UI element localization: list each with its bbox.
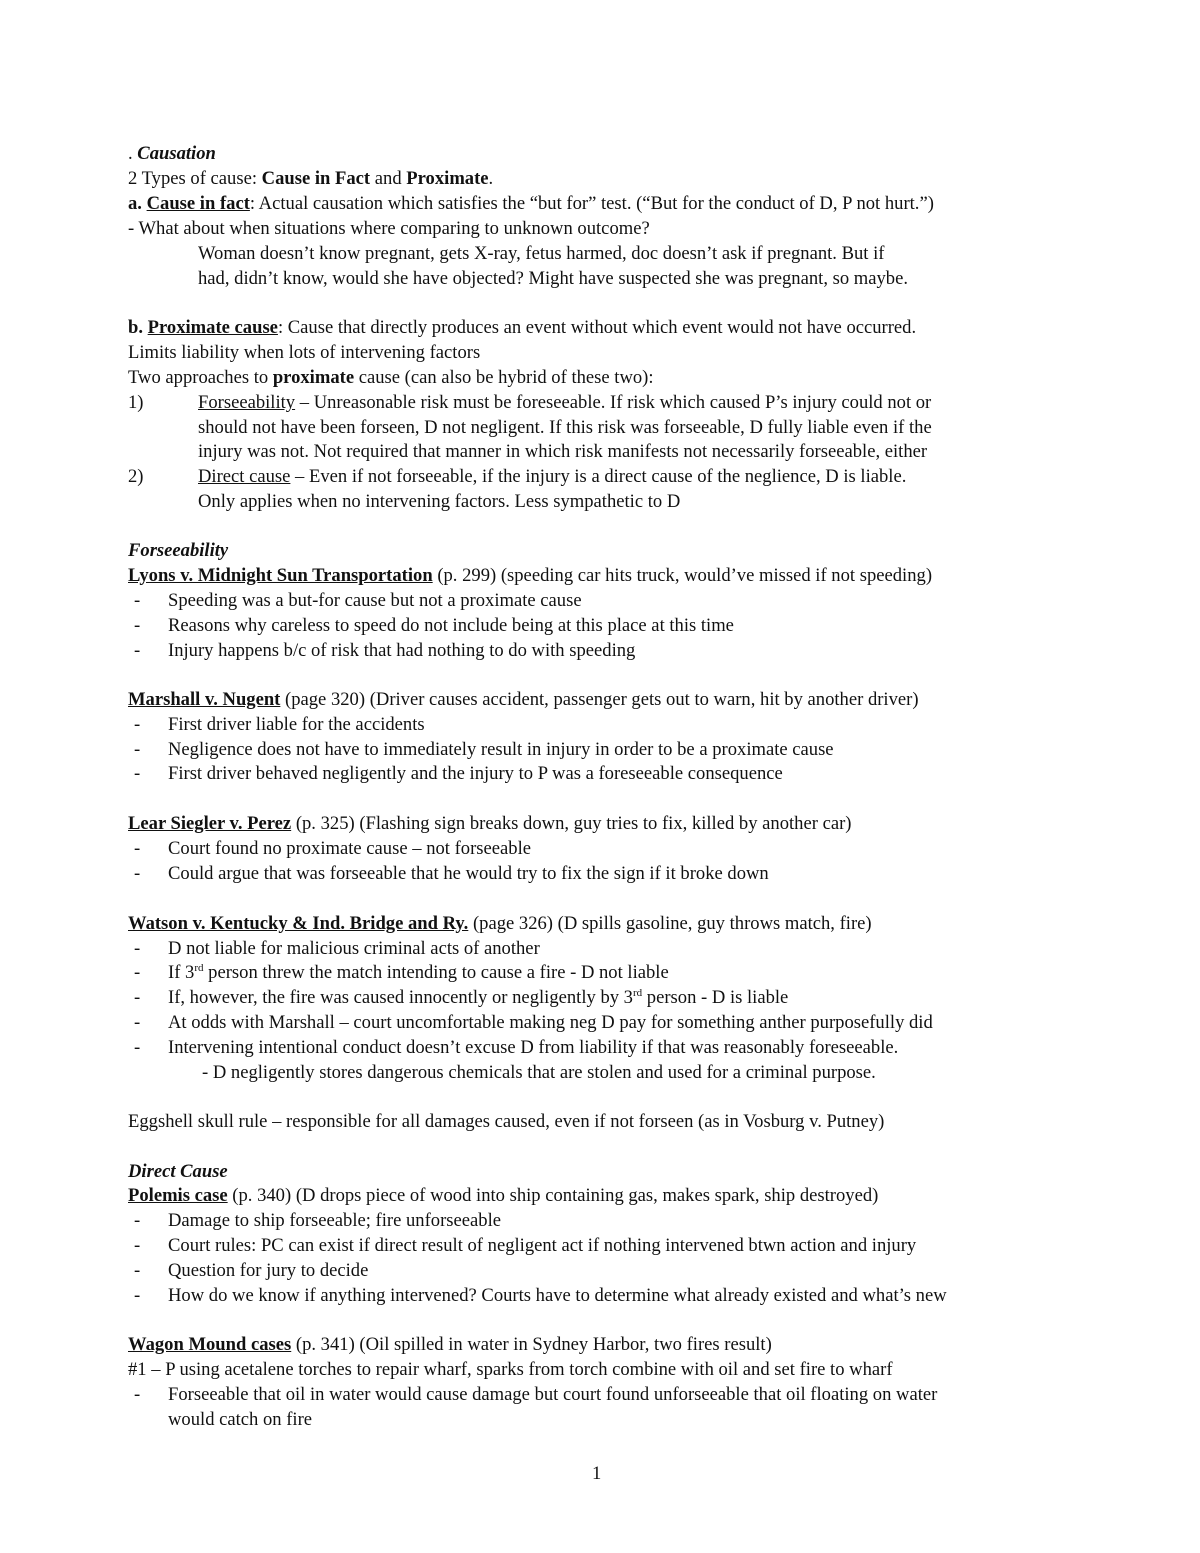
polemis-case-rest: (p. 340) (D drops piece of wood into ship containing gas, makes spark, ship destroyed) [227,1185,879,1206]
watson-sub-bullet: - D negligently stores dangerous chemicals that are stolen and used for a criminal purpose. [202,1062,876,1083]
watson-b2-pre: If 3 [168,962,195,983]
bullet-dash: - [134,590,141,611]
bullet-dash: - [134,763,141,784]
bullet-dash: - [134,1384,141,1405]
bullet-dash: - [134,1260,141,1281]
wagon-bullet-1a: Forseeable that oil in water would cause damage but court found unforseeable that oil floating on water [168,1384,938,1405]
cif-def: : Actual causation which satisfies the “but for” test. (“But for the conduct of D, P not hurt.”) [249,193,934,214]
pc-approaches-pre: Two approaches to [128,367,273,388]
lear-case-rest: (p. 325) (Flashing sign breaks down, guy tries to fix, killed by another car) [291,813,852,834]
watson-bullet-1: D not liable for malicious criminal acts of another [168,938,540,959]
bullet-dash: - [134,838,141,859]
watson-case-line [128,912,872,936]
bullet-dash: - [134,1012,141,1033]
pc-approaches-post: cause (can also be hybrid of these two): [354,367,654,388]
watson-case-rest: (page 326) (D spills gasoline, guy throws match, fire) [468,913,872,934]
wagon-case-name: Wagon Mound cases [128,1334,292,1355]
approach-1-term: Forseeability [198,392,296,413]
proximate-line [128,316,916,340]
pc-label: b. [128,317,148,338]
bullet-dash: - [134,714,141,735]
bullet-dash: - [134,640,141,661]
bullet-dash: - [134,863,141,884]
bullet-dash: - [134,1235,141,1256]
types-pre: 2 Types of cause: [128,168,262,189]
cif-example-1: Woman doesn’t know pregnant, gets X-ray, fetus harmed, doc doesn’t ask if pregnant. But if [198,243,885,264]
polemis-case-name: Polemis case [128,1185,228,1206]
lyons-bullet-3: Injury happens b/c of risk that had nothing to do with speeding [168,640,636,661]
watson-bullet-5: Intervening intentional conduct doesn’t excuse D from liability if that was reasonably foreseeable. [168,1037,899,1058]
approach-1-line-3: injury was not. Not required that manner in which risk manifests not necessarily forseeable, either [198,441,928,462]
approach-1-line-2: should not have been forseen, D not negligent. If this risk was forseeable, D fully liable even if the [198,417,932,438]
lear-bullet-1: Court found no proximate cause – not forseeable [168,838,531,859]
bullet-dash: - [134,615,141,636]
polemis-bullet-2: Court rules: PC can exist if direct result of negligent act if nothing intervened btwn action and injury [168,1235,917,1256]
cif-example-2: had, didn’t know, would she have objected? Might have suspected she was pregnant, so maybe. [198,268,909,289]
polemis-bullet-1: Damage to ship forseeable; fire unforseeable [168,1210,501,1231]
lear-case-line [128,812,851,836]
approach-1-number: 1) [128,392,144,413]
approach-2-number: 2) [128,466,144,487]
direct-cause-heading: Direct Cause [128,1161,228,1182]
marshall-bullet-3: First driver behaved negligently and the injury to P was a foreseeable consequence [168,763,783,784]
lyons-case-name: Lyons v. Midnight Sun Transportation [128,565,433,586]
page-number: 1 [592,1463,602,1484]
pc-approaches [128,366,654,390]
title-text: Causation [137,143,216,164]
approach-1-text-a: – Unreasonable risk must be foreseeable. If risk which caused P’s injury could not or [295,392,932,413]
approach-2-line-1 [198,465,906,489]
types-post: . [488,168,494,189]
watson-bullet-3 [168,986,788,1010]
marshall-bullet-2: Negligence does not have to immediately result in injury in order to be a proximate cause [168,739,834,760]
cif-label: a. [128,193,147,214]
types-mid: and [370,168,407,189]
cif-term: Cause in fact [146,193,250,214]
cause-in-fact-line [128,192,934,216]
bullet-dash: - [134,987,141,1008]
bullet-dash: - [134,1285,141,1306]
bullet-dash: - [134,1210,141,1231]
watson-b2-sup: rd [194,961,204,974]
approach-1-line-1 [198,391,931,415]
polemis-case-line [128,1184,878,1208]
types-cause-in-fact: Cause in Fact [261,168,371,189]
cif-question: - What about when situations where comparing to unknown outcome? [128,218,650,239]
types-line [128,167,493,191]
pc-def: : Cause that directly produces an event without which event would not have occurred. [277,317,917,338]
lyons-bullet-2: Reasons why careless to speed do not include being at this place at this time [168,615,734,636]
polemis-bullet-3: Question for jury to decide [168,1260,369,1281]
wagon-case-line [128,1333,772,1357]
eggshell-rule: Eggshell skull rule – responsible for all damages caused, even if not forseen (as in Vosburg v. Putney) [128,1111,885,1132]
approach-2-term: Direct cause [198,466,291,487]
pc-limits: Limits liability when lots of intervening factors [128,342,481,363]
types-proximate: Proximate [406,168,489,189]
forseeability-heading: Forseeability [128,540,229,561]
wagon-bullet-1b: would catch on fire [168,1409,313,1430]
approach-2-line-2: Only applies when no intervening factors. Less sympathetic to D [198,491,681,512]
bullet-dash: - [134,739,141,760]
marshall-bullet-1: First driver liable for the accidents [168,714,425,735]
wagon-case-rest: (p. 341) (Oil spilled in water in Sydney Harbor, two fires result) [291,1334,772,1355]
polemis-bullet-4: How do we know if anything intervened? Courts have to determine what already existed and what’s new [168,1285,947,1306]
watson-case-name: Watson v. Kentucky & Ind. Bridge and Ry. [128,913,469,934]
lyons-case-rest: (p. 299) (speeding car hits truck, would’ve missed if not speeding) [432,565,933,586]
title-dot: . [128,143,138,164]
approach-2-text-a: – Even if not forseeable, if the injury is a direct cause of the neglience, D is liable. [290,466,907,487]
pc-approaches-bold: proximate [272,367,355,388]
watson-b3-post: person - D is liable [642,987,789,1008]
lyons-bullet-1: Speeding was a but-for cause but not a proximate cause [168,590,582,611]
watson-b2-post: person threw the match intending to cause a fire - D not liable [203,962,669,983]
bullet-dash: - [134,938,141,959]
watson-bullet-4: At odds with Marshall – court uncomfortable making neg D pay for something anther purposefully did [168,1012,933,1033]
lear-case-name: Lear Siegler v. Perez [128,813,292,834]
watson-b3-pre: If, however, the fire was caused innocently or negligently by 3 [168,987,633,1008]
section-title [128,142,216,166]
pc-term: Proximate cause [147,317,278,338]
marshall-case-name: Marshall v. Nugent [128,689,281,710]
bullet-dash: - [134,1037,141,1058]
marshall-case-rest: (page 320) (Driver causes accident, passenger gets out to warn, hit by another driver) [280,689,919,710]
marshall-case-line [128,688,919,712]
lyons-case-line [128,564,932,588]
bullet-dash: - [134,962,141,983]
lear-bullet-2: Could argue that was forseeable that he would try to fix the sign if it broke down [168,863,769,884]
watson-bullet-2 [168,961,669,985]
watson-b3-sup: rd [632,986,643,999]
wagon-first: #1 – P using acetalene torches to repair wharf, sparks from torch combine with oil and set fire to wharf [128,1359,893,1380]
